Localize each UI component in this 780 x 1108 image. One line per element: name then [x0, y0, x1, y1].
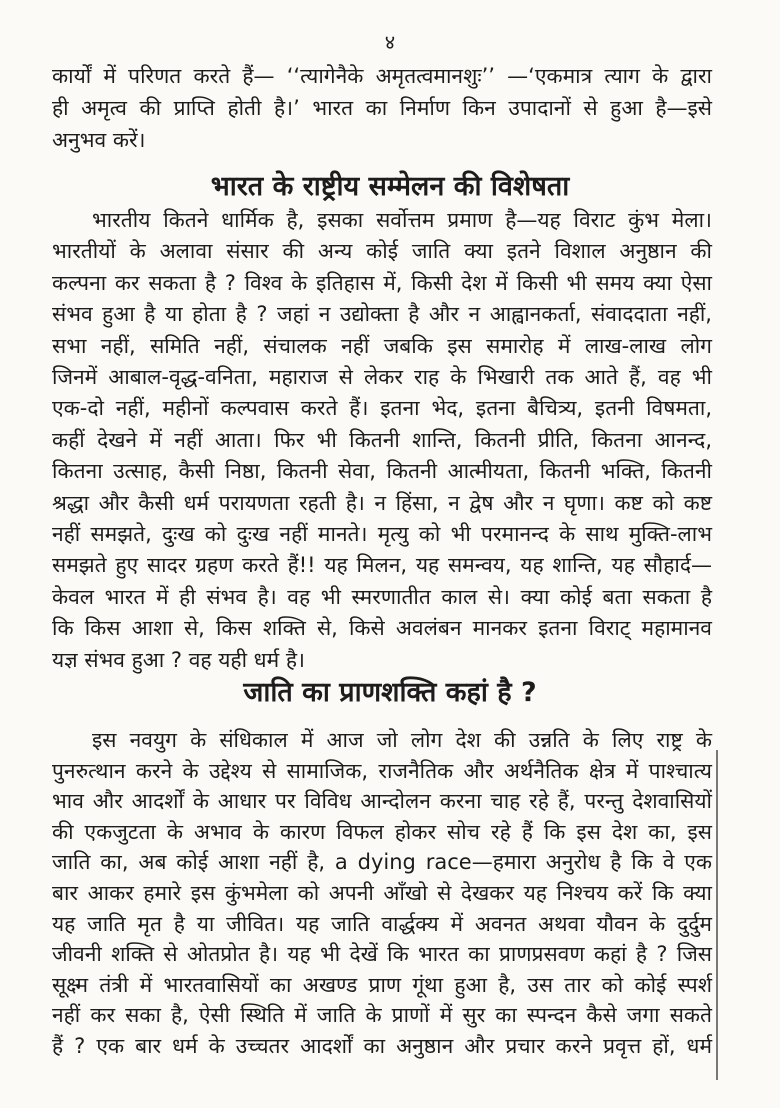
text-line: इस नवयुग के संधिकाल में आज जो लोग देश की उन्नति के लिए राष्ट्र के: [92, 728, 712, 752]
section-heading-1: भारत के राष्ट्रीय सम्मेलन की विशेषता: [210, 171, 570, 202]
text-line: हैं ? एक बार धर्म के उच्चतर आदर्शों का अनुष्ठान और प्रचार करने प्रवृत्त हों, धर्म: [52, 1034, 712, 1058]
text-line: कहीं देखने में नहीं आता। फिर भी कितनी शान्ति, कितनी प्रीति, कितना आनन्द,: [52, 427, 712, 452]
text-line: अनुभव करें।: [52, 128, 146, 152]
text-line: पुनरुत्थान करने के उद्देश्य से सामाजिक, राजनैतिक और अर्थनैतिक क्षेत्र में पाश्चात्य: [52, 758, 712, 783]
text-line: भाव और आदर्शों के आधार पर विविध आन्दोलन करना चाह रहे हैं, परन्तु देशवासियों: [52, 789, 712, 814]
text-line: कल्पना कर सकता है ? विश्व के इतिहास में, किसी देश में किसी भी समय क्या ऐसा: [52, 270, 712, 295]
text-line: की एकजुटता के अभाव के कारण विफल होकर सोच रहे हैं कि इस देश का, इस: [52, 819, 712, 844]
text-line: जाति का, अब कोई आशा नहीं है, a dying race—हमारा अनुरोध है कि वे एक: [52, 850, 712, 875]
text-line: यह जाति मृत है या जीवित। यह जाति वार्द्धक्य में अवनत अथवा यौवन के दुर्दुम: [52, 911, 712, 936]
section-heading-2: जाति का प्राणशक्ति कहां है ?: [243, 677, 537, 708]
text-line: भारतीय कितने धार्मिक है, इसका सर्वोत्तम प्रमाण है—यह विराट कुंभ मेला।: [92, 208, 712, 232]
page-edge-shadow: [716, 750, 718, 1080]
page-number: ४: [384, 30, 396, 54]
text-line: समझते हुए सादर ग्रहण करते हैं!! यह मिलन, यह समन्वय, यह शान्ति, यह सौहार्द—: [52, 553, 712, 578]
text-line: सभा नहीं, समिति नहीं, संचालक नहीं जबकि इस समारोह में लाख-लाख लोग: [52, 333, 712, 358]
text-line: सूक्ष्म तंत्री में भारतवासियों का अखण्ड प्राण गूंथा हुआ है, उस तार को कोई स्पर्श: [52, 972, 712, 997]
text-line: श्रद्धा और कैसी धर्म परायणता रहती है। न हिंसा, न द्वेष और न घृणा। कष्ट को कष्ट: [52, 490, 712, 515]
text-line: बार आकर हमारे इस कुंभमेला को अपनी आँखो से देखकर यह निश्चय करें कि क्या: [52, 881, 712, 905]
text-line: जिनमें आबाल-वृद्ध-वनिता, महाराज से लेकर राह के भिखारी तक आते हैं, वह भी: [52, 365, 712, 389]
text-line: नहीं कर सका है, ऐसी स्थिति में जाति के प्राणों में सुर का स्पन्दन कैसे जगा सकते: [52, 1003, 712, 1028]
text-line: जीवनी शक्ति से ओतप्रोत है। यह भी देखें कि भारत का प्राणप्रसवण कहां है ? जिस: [52, 942, 712, 967]
text-line: भारतीयों के अलावा संसार की अन्य कोई जाति क्या इतने विशाल अनुष्ठान की: [52, 239, 712, 264]
text-line: कार्यों में परिणत करते हैं— ‘‘त्यागेनैके अमृतत्वमानशुः’’ —‘एकमात्र त्याग के द्वारा: [52, 64, 712, 88]
text-line: संभव हुआ है या होता है ? जहां न उद्योक्ता है और न आह्वानकर्ता, संवाददाता नहीं,: [52, 302, 712, 327]
text-line: ही अमृत्व की प्राप्ति होती है।’ भारत का निर्माण किन उपादानों से हुआ है—इसे: [52, 96, 712, 120]
text-line: नहीं समझते, दुःख को दुःख नहीं मानते। मृत्यु को भी परमानन्द के साथ मुक्ति-लाभ: [52, 522, 712, 546]
text-line: यज्ञ संभव हुआ ? वह यही धर्म है।: [52, 647, 305, 672]
text-line: कि किस आशा से, किस शक्ति से, किसे अवलंबन मानकर इतना विराट् महामानव: [52, 616, 712, 641]
text-line: केवल भारत में ही संभव है। वह भी स्मरणातीत काल से। क्या कोई बता सकता है: [52, 584, 712, 609]
text-line: एक-दो नहीं, महीनों कल्पवास करते हैं। इतना भेद, इतना बैचित्र्य, इतनी विषमता,: [52, 396, 712, 421]
text-line: कितना उत्साह, कैसी निष्ठा, कितनी सेवा, कितनी आत्मीयता, कितनी भक्ति, कितनी: [52, 459, 712, 484]
